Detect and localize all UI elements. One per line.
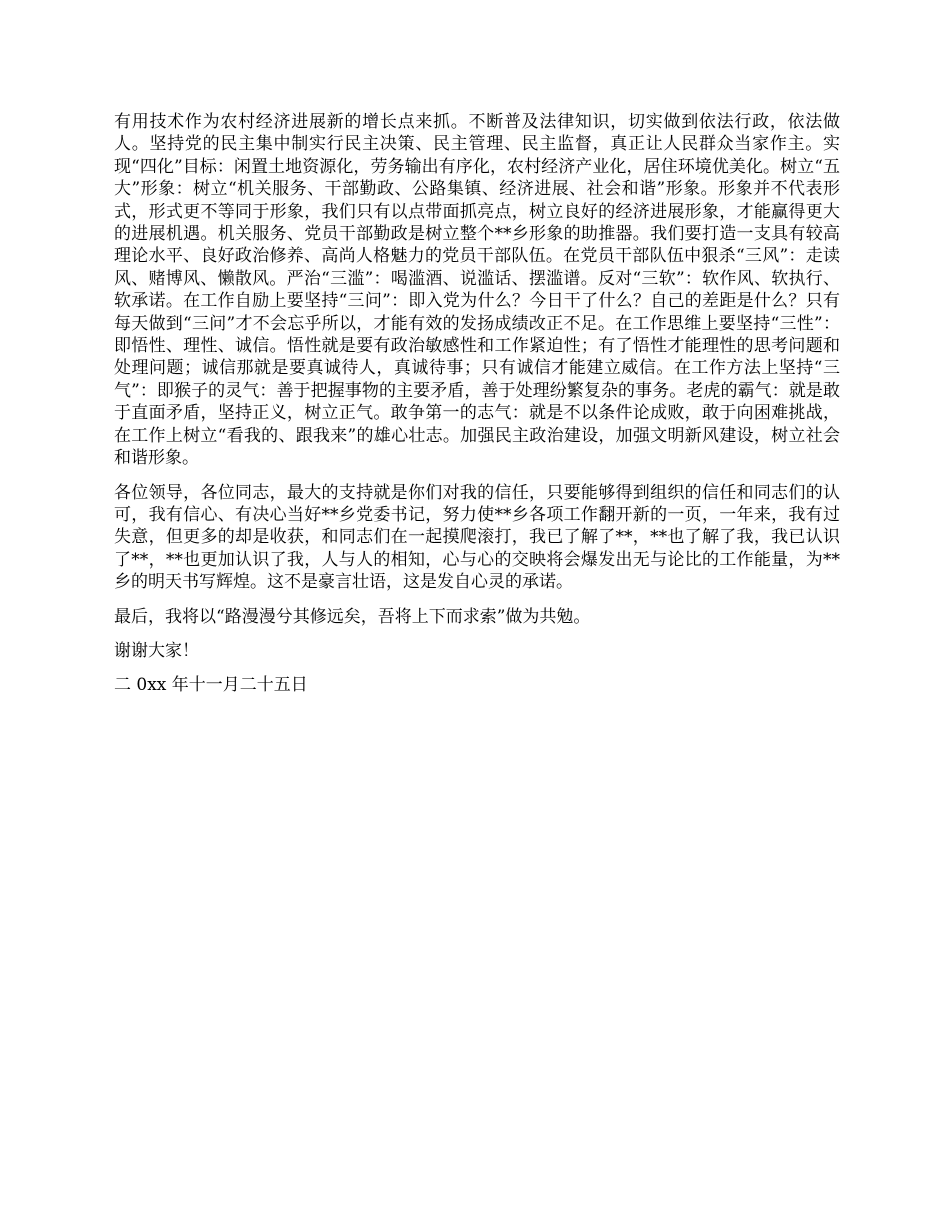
document-page: [114, 111, 840, 709]
body-paragraph-1: 有用技术作为农村经济进展新的增长点来抓。不断普及法律知识，切实做到依法行政，依法做人。坚持党的民主集中制实行民主决策、民主管理、民主监督，真正让人民群众当家作主。实现“四化”目标：闲置土地资源化，劳务输出有序化，农村经济产业化，居住环境优美化。树立“五大”形象：树立“机关服务、干部勤政、公路集镇、经济进展、社会和谐”形象。形象并不代表形式，形式更不等同于形象，我们只有以点带面抓亮点，树立良好的经济进展形象，才能赢得更大的进展机遇。机关服务、党员干部勤政是树立整个**乡形象的助推器。我们要打造一支具有较高理论水平、良好政治修养、高尚人格魅力的党员干部队伍。在党员干部队伍中狠杀“三风”：走读风、赌博风、懒散风。严治“三滥”：喝滥酒、说滥话、摆滥谱。反对“三软”：软作风、软执行、软承诺。在工作自励上要坚持“三问”：即入党为什么？今日干了什么？自己的差距是什么？只有每天做到“三问”才不会忘乎所以，才能有效的发扬成绩改正不足。在工作思维上要坚持“三性”：即悟性、理性、诚信。悟性就是要有政治敏感性和工作紧迫性；有了悟性才能理性的思考问题和处理问题；诚信那就是要真诚待人，真诚待事；只有诚信才能建立威信。在工作方法上坚持“三气”：即猴子的灵气：善于把握事物的主要矛盾，善于处理纷繁复杂的事务。老虎的霸气：就是敢于直面矛盾，坚持正义，树立正气。敢争第一的志气：就是不以条件论成败，敢于向困难挑战，在工作上树立“看我的、跟我来”的雄心壮志。加强民主政治建设，加强文明新风建设，树立社会和谐形象。: [114, 112, 840, 469]
body-paragraph-2: 各位领导，各位同志，最大的支持就是你们对我的信任，只要能够得到组织的信任和同志们的认可，我有信心、有决心当好**乡党委书记，努力使**乡各项工作翻开新的一页，一年来，我有过失意，但更多的却是收获，和同志们在一起摸爬滚打，我已了解了**，**也了解了我，我已认识了**，**也更加认识了我，人与人的相知，心与心的交映将会爆发出无与论比的工作能量，为**乡的明天书写辉煌。这不是豪言壮语，这是发自心灵的承诺。: [114, 482, 840, 593]
closing-paragraph: 最后，我将以“路漫漫兮其修远矣，吾将上下而求索”做为共勉。: [114, 606, 591, 627]
thanks-line: 谢谢大家！: [114, 640, 199, 661]
date-line: 二 0xx 年十一月二十五日: [114, 675, 308, 696]
